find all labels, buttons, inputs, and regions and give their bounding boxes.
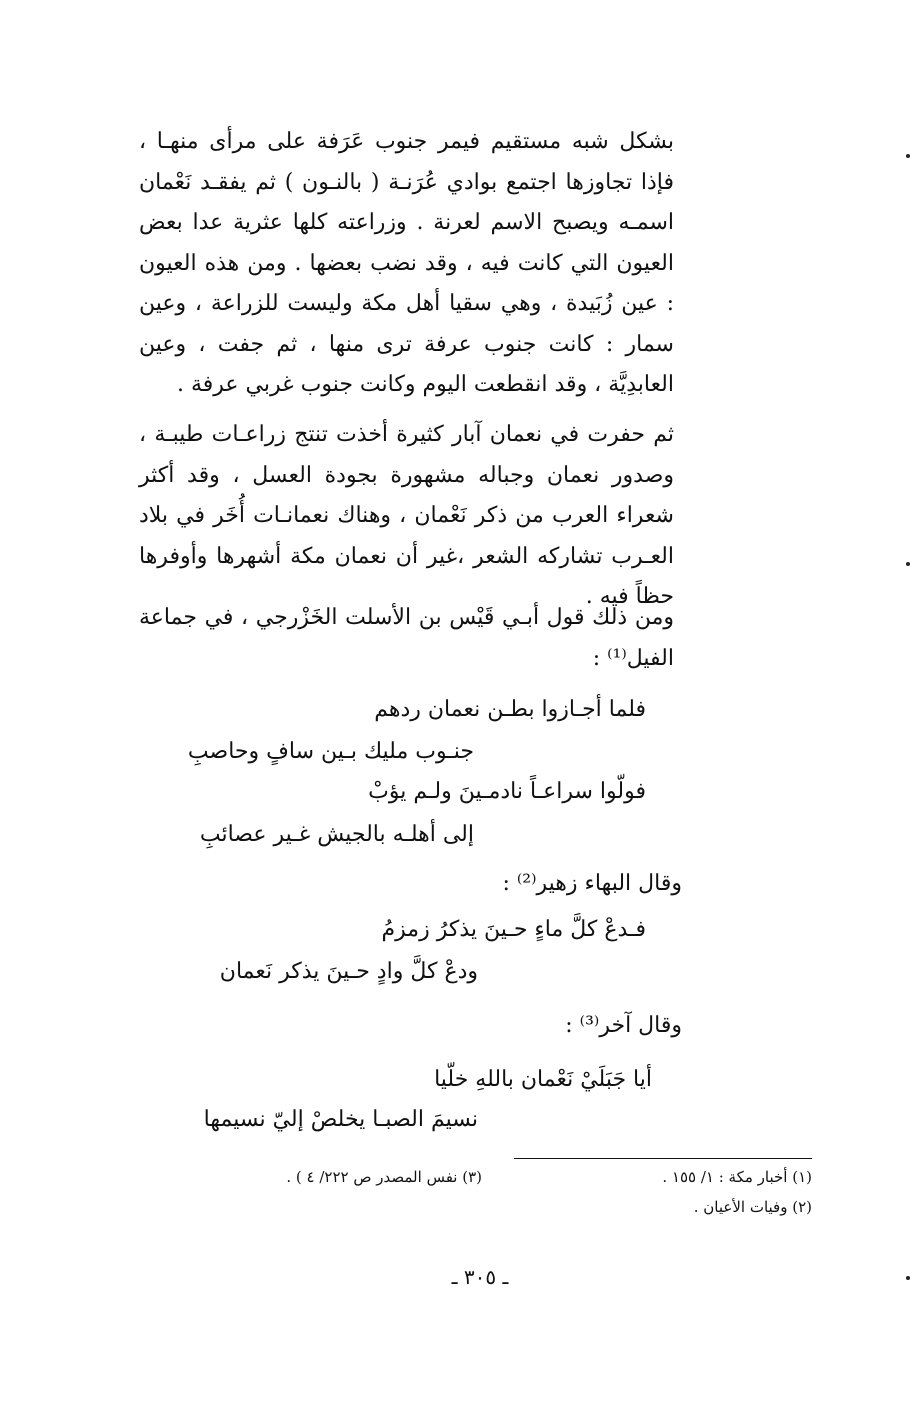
intro-another-poet: وقال آخر⁽³⁾ : bbox=[565, 1013, 682, 1038]
verse-line: أيا جَبَلَيْ نَعْمان باللهِ خلّيا bbox=[434, 1067, 652, 1092]
paragraph-nuaman-wells: ثم حفرت في نعمان آبار كثيرة أخذت تنتج زراعـات طيبـة ، وصدور نعمان وجباله مشهورة بجودة العسل ، وقد أكثر شعراء العرب من ذكر نَعْمان ، وهناك نعمانـات أُخَر في بلاد العـرب تشاركه الشعر ،غير أن نعمان مكة أشهرها وأوفرها حظاً فيه . bbox=[139, 422, 674, 609]
margin-mark bbox=[906, 154, 910, 158]
footnote-3: (٣) نفس المصدر ص ٢٢٢/ ٤ ) . bbox=[286, 1168, 482, 1186]
footnote-1: (١) أخبار مكة : ١/ ١٥٥ . bbox=[662, 1168, 812, 1186]
verse-line: نسيمَ الصبـا يخلصْ إليّ نسيمها bbox=[203, 1107, 478, 1132]
verse-line: جنـوب مليك بـين سافٍ وحاصبِ bbox=[187, 739, 474, 764]
verse-line: إلى أهلـه بالجيش غـير عصائبِ bbox=[199, 822, 474, 847]
paragraph-nuaman-course: بشكل شبه مستقيم فيمر جنوب عَرَفة على مرأى منهـا ، فإذا تجاوزها اجتمع بوادي عُرَنـة ( بالنـون ) ثم يفقـد نَعْمان اسمـه ويصبح الاسم لعرنة . وزراعته كلها عثرية عدا بعض العيون التي كانت فيه ، وقد نضب بعضها . ومن هذه العيون : عين زُبَيدة ، وهي سقيا أهل مكة وليست للزراعة ، وعين سمار : كانت جنوب عرفة ترى منها ، ثم جفت ، وعين العابدِيَّة ، وقد انقطعت اليوم وكانت جنوب غربي عرفة . bbox=[139, 129, 674, 397]
footnote-divider bbox=[514, 1158, 812, 1159]
footnote-2: (٢) وفيات الأعيان . bbox=[693, 1198, 812, 1216]
page-number: ـ ٣٠٥ ـ bbox=[451, 1265, 509, 1289]
intro-baha-zuhayr: وقال البهاء زهير⁽²⁾ : bbox=[502, 871, 682, 896]
verse-line: فولّوا سراعـاً نادمـينَ ولـم يؤبْ bbox=[368, 779, 646, 804]
verse-line: ودعْ كلَّ وادٍ حـينَ يذكر نَعمان bbox=[219, 959, 478, 984]
margin-mark bbox=[906, 1276, 910, 1280]
paragraph-abu-qays-intro: ومن ذلك قول أبـي قَيْس بن الأسلت الخَزْرجي ، في جماعة الفيل⁽¹⁾ : bbox=[139, 605, 674, 671]
verse-line: فـدعْ كلَّ ماءٍ حـينَ يذكرُ زمزمُ bbox=[381, 917, 646, 942]
verse-line: فلما أجـازوا بطـن نعمان ردهم bbox=[374, 697, 646, 722]
margin-mark bbox=[906, 562, 910, 566]
